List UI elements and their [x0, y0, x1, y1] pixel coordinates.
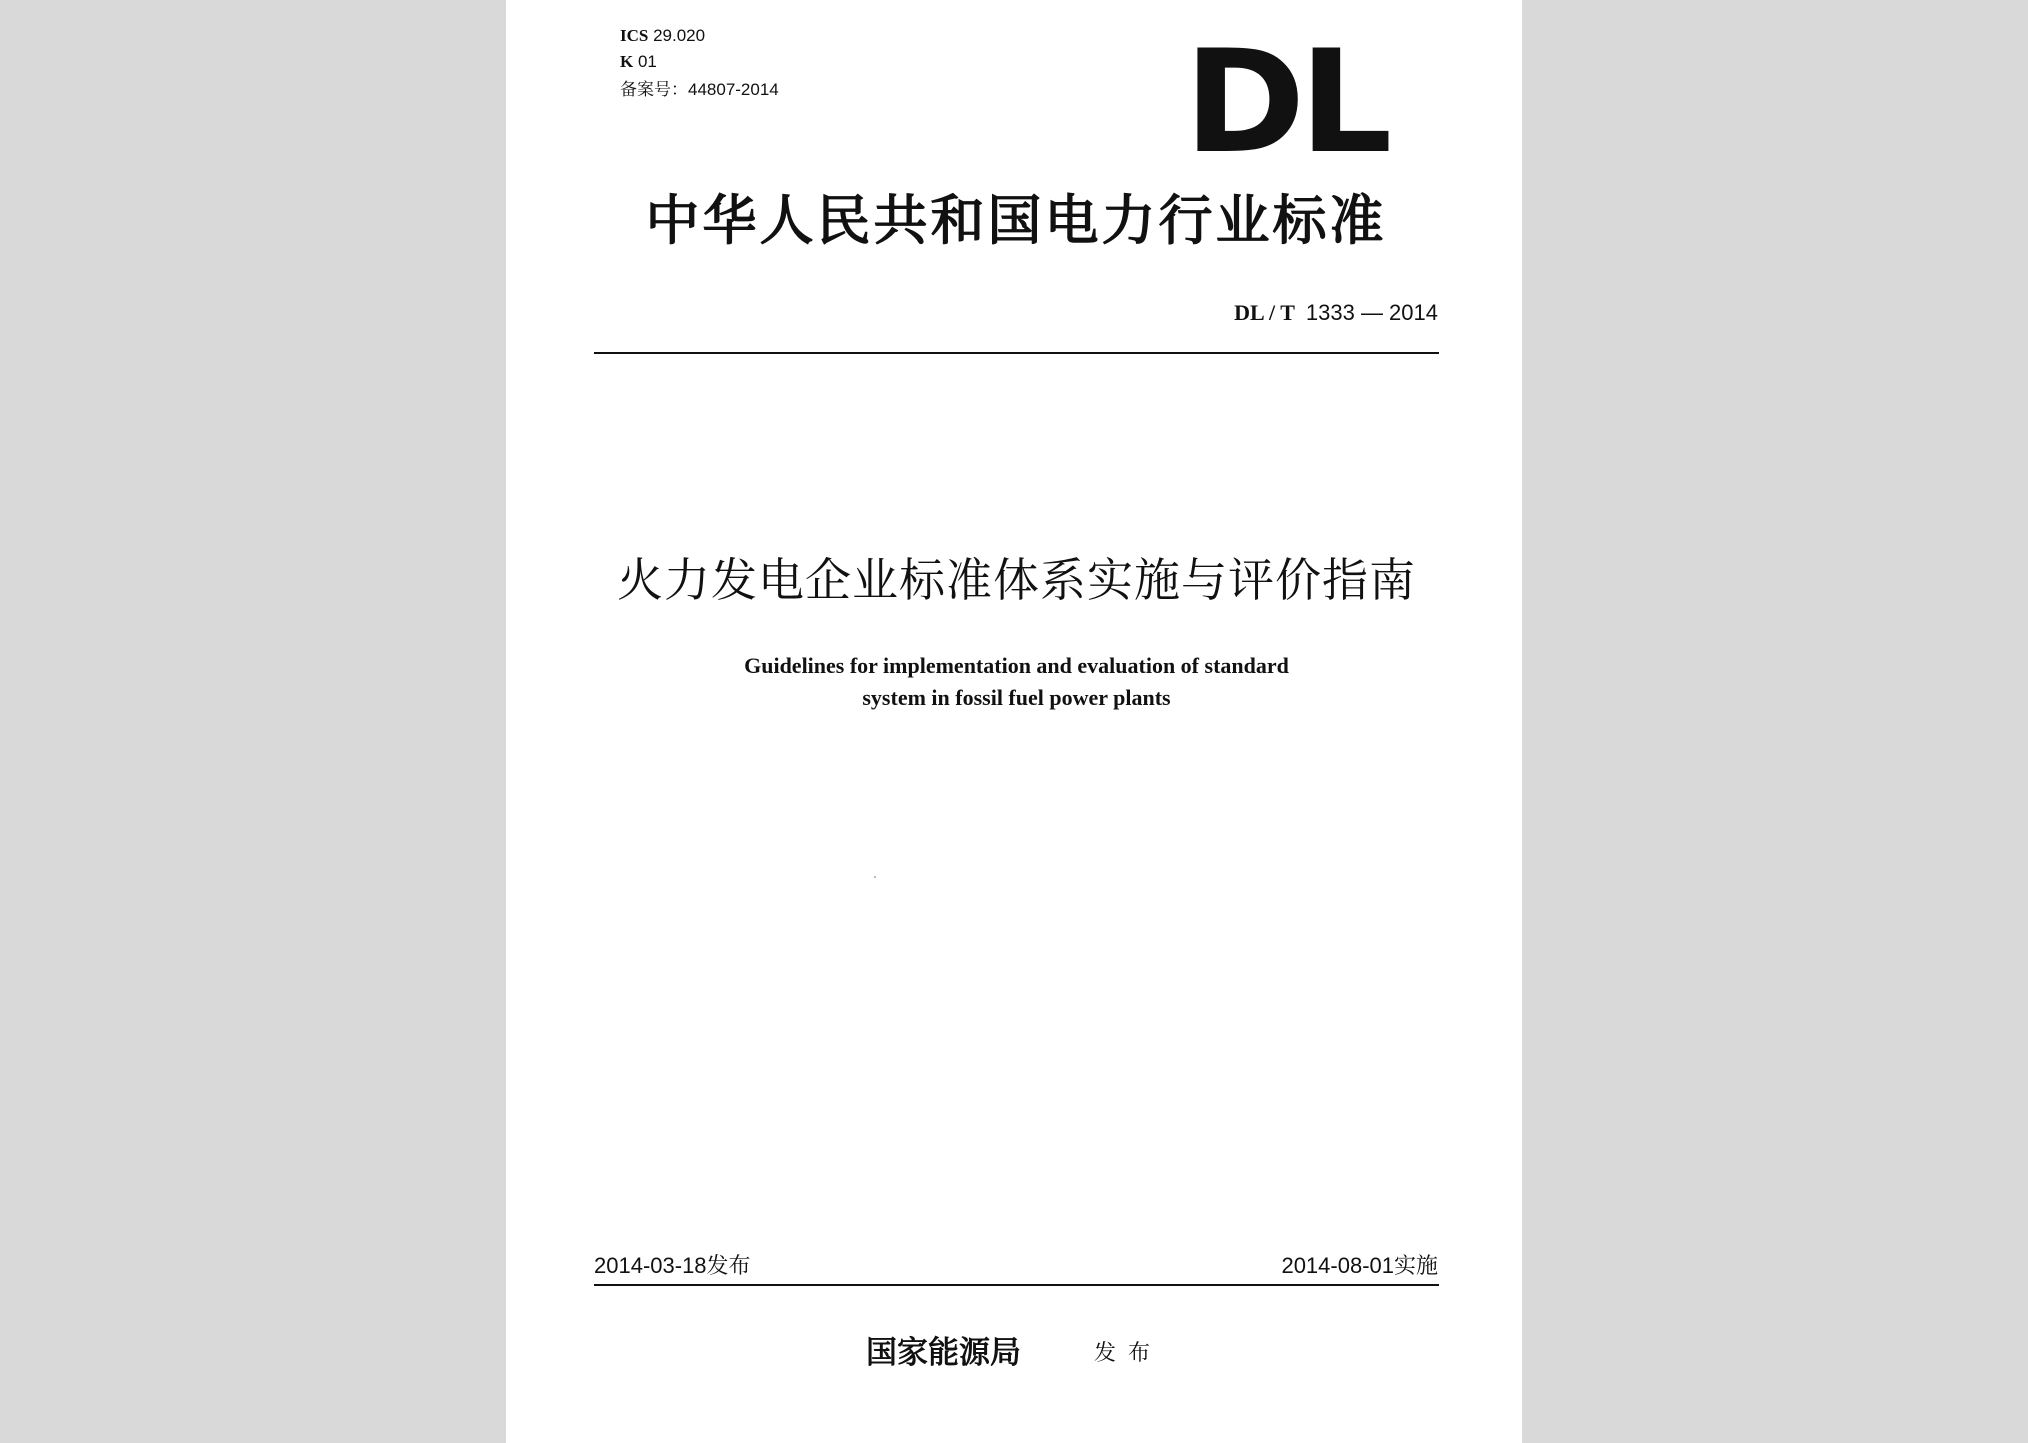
document-title-en-line2: system in fossil fuel power plants [862, 685, 1171, 710]
record-label: 备案号： [620, 80, 688, 99]
standard-number-value: 1333 — 2014 [1305, 300, 1438, 325]
document-title-cn: 火力发电企业标准体系实施与评价指南 [617, 553, 1416, 607]
dl-logo: DL [1184, 20, 1387, 185]
ccs-code [620, 52, 657, 72]
record-value: 44807-2014 [688, 80, 779, 99]
bottom-divider [594, 1284, 1439, 1286]
ics-label: ICS [620, 26, 649, 45]
publisher-name: 国家能源局 [866, 1335, 1021, 1371]
top-divider [594, 352, 1439, 354]
ccs-label: K [620, 52, 634, 71]
ccs-value: 01 [637, 52, 657, 71]
document-title-en-line1: Guidelines for implementation and evaluation of standard [744, 653, 1289, 678]
ics-code [620, 26, 705, 46]
ics-value: 29.020 [653, 26, 706, 45]
standard-number [1178, 300, 1438, 326]
record-number [620, 80, 779, 100]
industry-standard-title: 中华人民共和国电力行业标准 [645, 188, 1387, 252]
standard-number-prefix: DL / T [1234, 300, 1295, 325]
document-title-en [594, 650, 1439, 714]
implementation-date: 2014-08-01实施 [1281, 1253, 1438, 1278]
issue-date: 2014-03-18发布 [594, 1253, 751, 1278]
publish-label: 发布 [1094, 1341, 1163, 1366]
scan-speck [874, 876, 876, 878]
standard-cover-page [506, 0, 1522, 1443]
